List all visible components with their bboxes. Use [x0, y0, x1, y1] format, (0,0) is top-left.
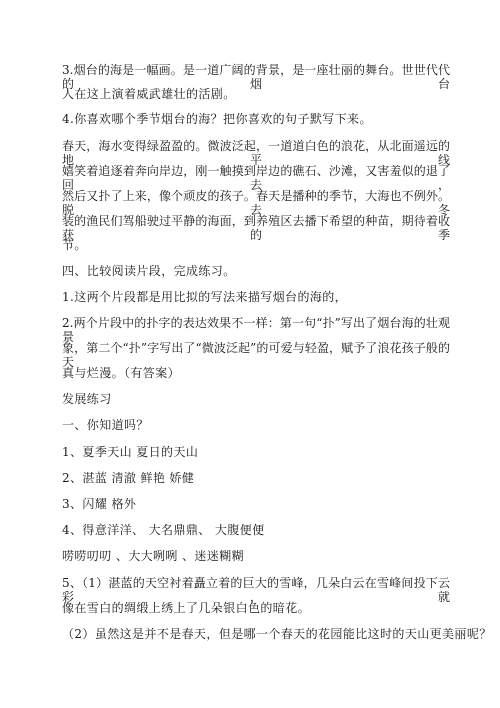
question-4: 4.你喜欢哪个季节烟台的海？把你喜欢的句子默写下来。: [62, 112, 372, 126]
exercise-1: 1.这两个片段都是用比拟的写法来描写烟台的海的，: [62, 290, 348, 304]
spring-passage-line-2: 嬉笑着追逐着奔向岸边，刚一触摸到岸边的礁石、沙滩，又害羞似的退了回去，: [62, 164, 450, 192]
spring-passage-line-5: 节。: [62, 238, 87, 252]
paragraph-3-line-2: 人在这上演着威武雄壮的活剧。: [62, 87, 236, 101]
answer-5-line-1: 5、（1）湛蓝的天空衬着矗立着的巨大的雪峰，几朵白云在雪峰间投下云彩，就: [62, 576, 450, 604]
development-practice-heading: 发展练习: [62, 392, 112, 406]
exercise-2-line-3: 真与烂漫。（有答案）: [62, 366, 181, 380]
answer-5-line-2: 像在雪白的绸缎上绣上了几朵银白色的暗花。: [62, 601, 311, 615]
spring-passage-line-4: 装的渔民们驾船驶过平静的海面，到养殖区去播下希望的种苗，期待着收获的季: [62, 214, 450, 242]
answer-2: 2、湛蓝 清澈 鲜艳 娇健: [62, 471, 195, 485]
paragraph-3-line-1: 3.烟台的海是一幅画。是一道广阔的背景，是一座壮丽的舞台。世世代代的烟台: [62, 63, 450, 91]
answer-4-continued: 唠唠叨叨 、大大咧咧 、迷迷糊糊: [62, 549, 245, 563]
exercise-2-line-2: 象，第二个“扑”字写出了“微波泛起”的可爱与轻盈，赋予了浪花孩子般的天: [62, 341, 450, 369]
exercise-2-line-1: 2.两个片段中的扑字的表达效果不一样：第一句“扑”写出了烟台海的壮观景: [62, 316, 450, 344]
answer-3: 3、闪耀 格外: [62, 497, 137, 511]
answer-4: 4、得意洋洋、 大名鼎鼎、 大腹便便: [62, 523, 265, 537]
answer-5-line-3: （2）虽然这是并不是春天，但是哪一个春天的花园能比这时的天山更美丽呢？: [62, 627, 492, 641]
development-section-1-heading: 一、你知道吗？: [62, 418, 149, 432]
answer-1: 1、夏季天山 夏日的天山: [62, 445, 199, 459]
spring-passage-line-3: 然后又扑了上来，像个顽皮的孩子。春天是播种的季节，大海也不例外。脱去冬: [62, 189, 450, 217]
section-4-heading: 四、比较阅读片段，完成练习。: [62, 264, 236, 278]
spring-passage-line-1: 春天，海水变得绿盈盈的。微波泛起，一道道白色的浪花，从北面遥远的地平线: [62, 139, 450, 167]
